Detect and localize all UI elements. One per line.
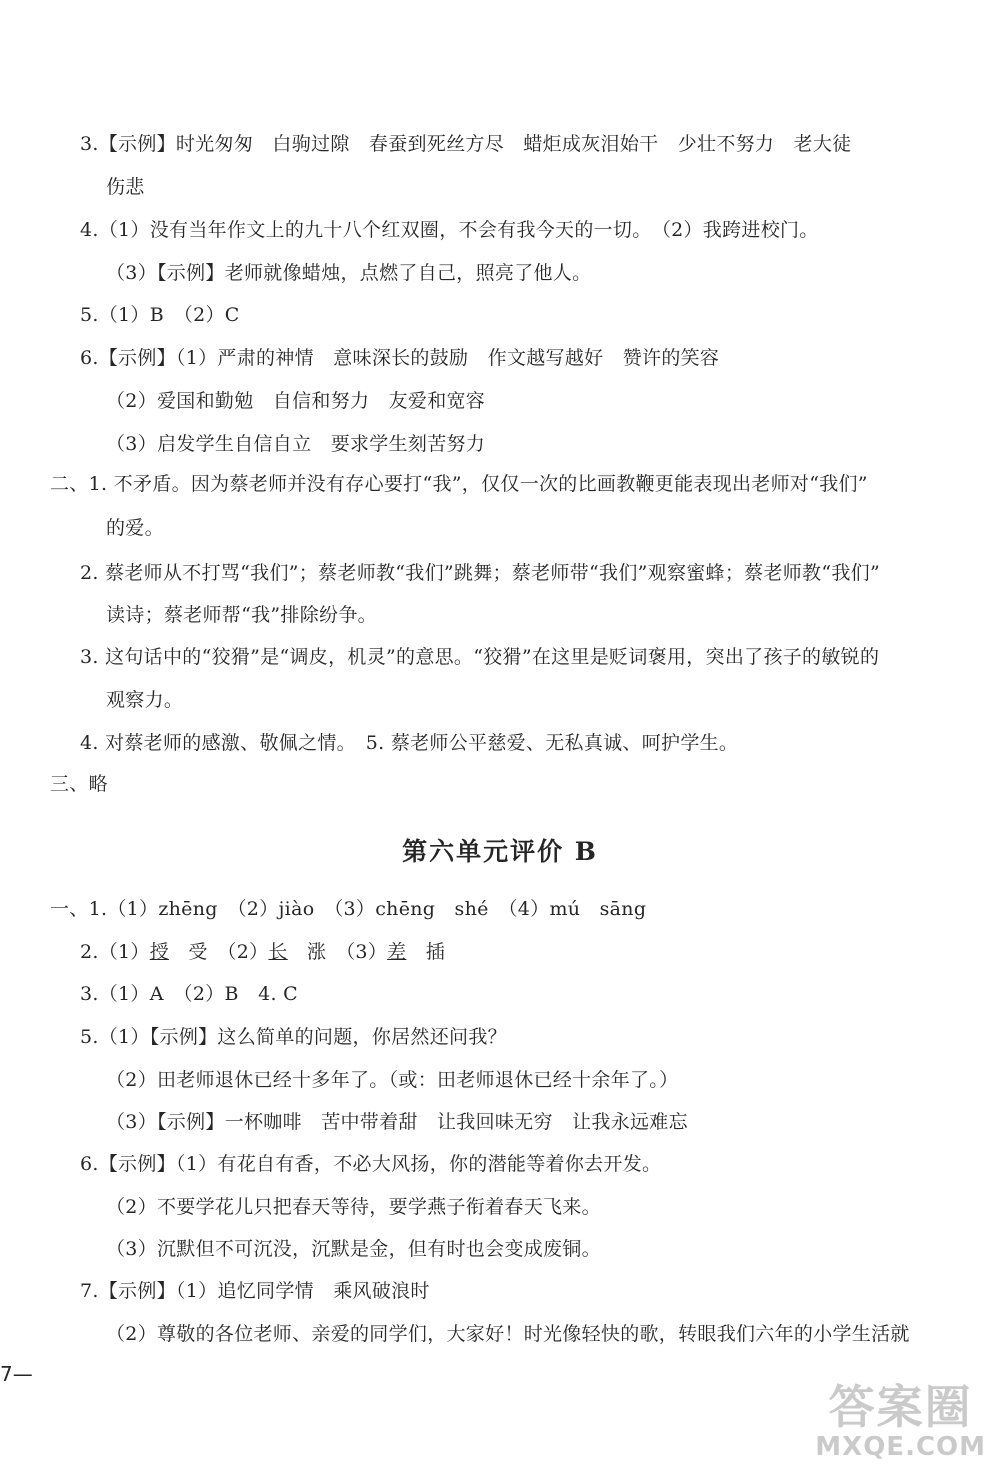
answer-text: 2.（1） [80, 941, 150, 963]
answer-line: 3. 这句话中的“狡猾”是“调皮，机灵”的意思。“狡猾”在这里是贬词褒用，突出了孩子的敏锐的 [80, 646, 880, 668]
answer-line: （3）启发学生自信自立 要求学生刻苦努力 [106, 433, 486, 455]
underlined-word: 授 [149, 941, 170, 963]
answer-line: 一、1.（1）zhēng （2）jiào （3）chēng shé （4）mú sāng [50, 898, 647, 920]
watermark [815, 1381, 986, 1461]
answer-line: 的爱。 [106, 517, 164, 539]
answer-line: 5.（1）B （2）C [80, 304, 240, 326]
answer-line: 二、1. 不矛盾。因为蔡老师并没有存心要打“我”，仅仅一次的比画教鞭更能表现出老师对“我们” [50, 473, 868, 495]
answer-line: 4. 对蔡老师的感激、敬佩之情。 5. 蔡老师公平慈爱、无私真诚、呵护学生。 [80, 732, 739, 754]
answer-line: （2）不要学花儿只把春天等待，要学燕子衔着春天飞来。 [106, 1196, 601, 1218]
answer-line: 7.【示例】（1）追忆同学情 乘风破浪时 [80, 1280, 430, 1302]
answer-line: 6.【示例】（1）严肃的神情 意味深长的鼓励 作文越写越好 赞许的笑容 [80, 347, 720, 369]
answer-line: 3.（1）A （2）B 4. C [80, 983, 298, 1005]
answer-line: 2. 蔡老师从不打骂“我们”；蔡老师教“我们”跳舞；蔡老师带“我们”观察蜜蜂；蔡老师教“我们” [80, 562, 880, 584]
answer-text: 涨 （3） [287, 941, 388, 963]
answer-line: （3）【示例】一杯咖啡 苦中带着甜 让我回味无穷 让我永远难忘 [106, 1111, 688, 1133]
answer-text: 受 （2） [169, 941, 269, 963]
answer-line [80, 940, 445, 964]
answer-line: （2）爱国和勤勉 自信和努力 友爱和宽容 [106, 390, 486, 412]
answer-line: 5.（1）【示例】这么简单的问题，你居然还问我？ [80, 1026, 507, 1048]
answer-line: （3）【示例】老师就像蜡烛，点燃了自己，照亮了他人。 [106, 262, 592, 284]
answer-line: 4.（1）没有当年作文上的九十八个红双圈，不会有我今天的一切。 （2）我跨进校门。 [80, 219, 819, 241]
unit-title: 第六单元评价 B [402, 837, 598, 866]
answer-line: （3）沉默但不可沉没，沉默是金，但有时也会变成废铜。 [106, 1238, 601, 1260]
answer-line: 6.【示例】（1）有花自有香，不必大风扬，你的潜能等着你去开发。 [80, 1153, 662, 1175]
answer-line: （2）田老师退休已经十多年了。（或：田老师退休已经十余年了。） [106, 1069, 679, 1091]
answer-line: 三、略 [50, 773, 108, 795]
answer-line: 观察力。 [106, 689, 184, 711]
answer-line: 3.【示例】时光匆匆 白驹过隙 春蚕到死丝方尽 蜡炬成灰泪始干 少壮不努力 老大徒 [80, 133, 852, 155]
answer-line: 伤悲 [106, 176, 145, 198]
page-number: 7— [0, 1362, 33, 1386]
watermark-url: MXQE.COM [815, 1432, 986, 1462]
underlined-word: 长 [268, 941, 288, 963]
answer-text: 插 [406, 941, 446, 963]
answer-line: （2）尊敬的各位老师、亲爱的同学们，大家好！时光像轻快的歌，转眼我们六年的小学生活就 [106, 1323, 910, 1345]
watermark-logo-text: 答案圈 [828, 1380, 973, 1434]
answer-line: 读诗；蔡老师帮“我”排除纷争。 [106, 604, 377, 626]
underlined-word: 差 [387, 941, 407, 963]
